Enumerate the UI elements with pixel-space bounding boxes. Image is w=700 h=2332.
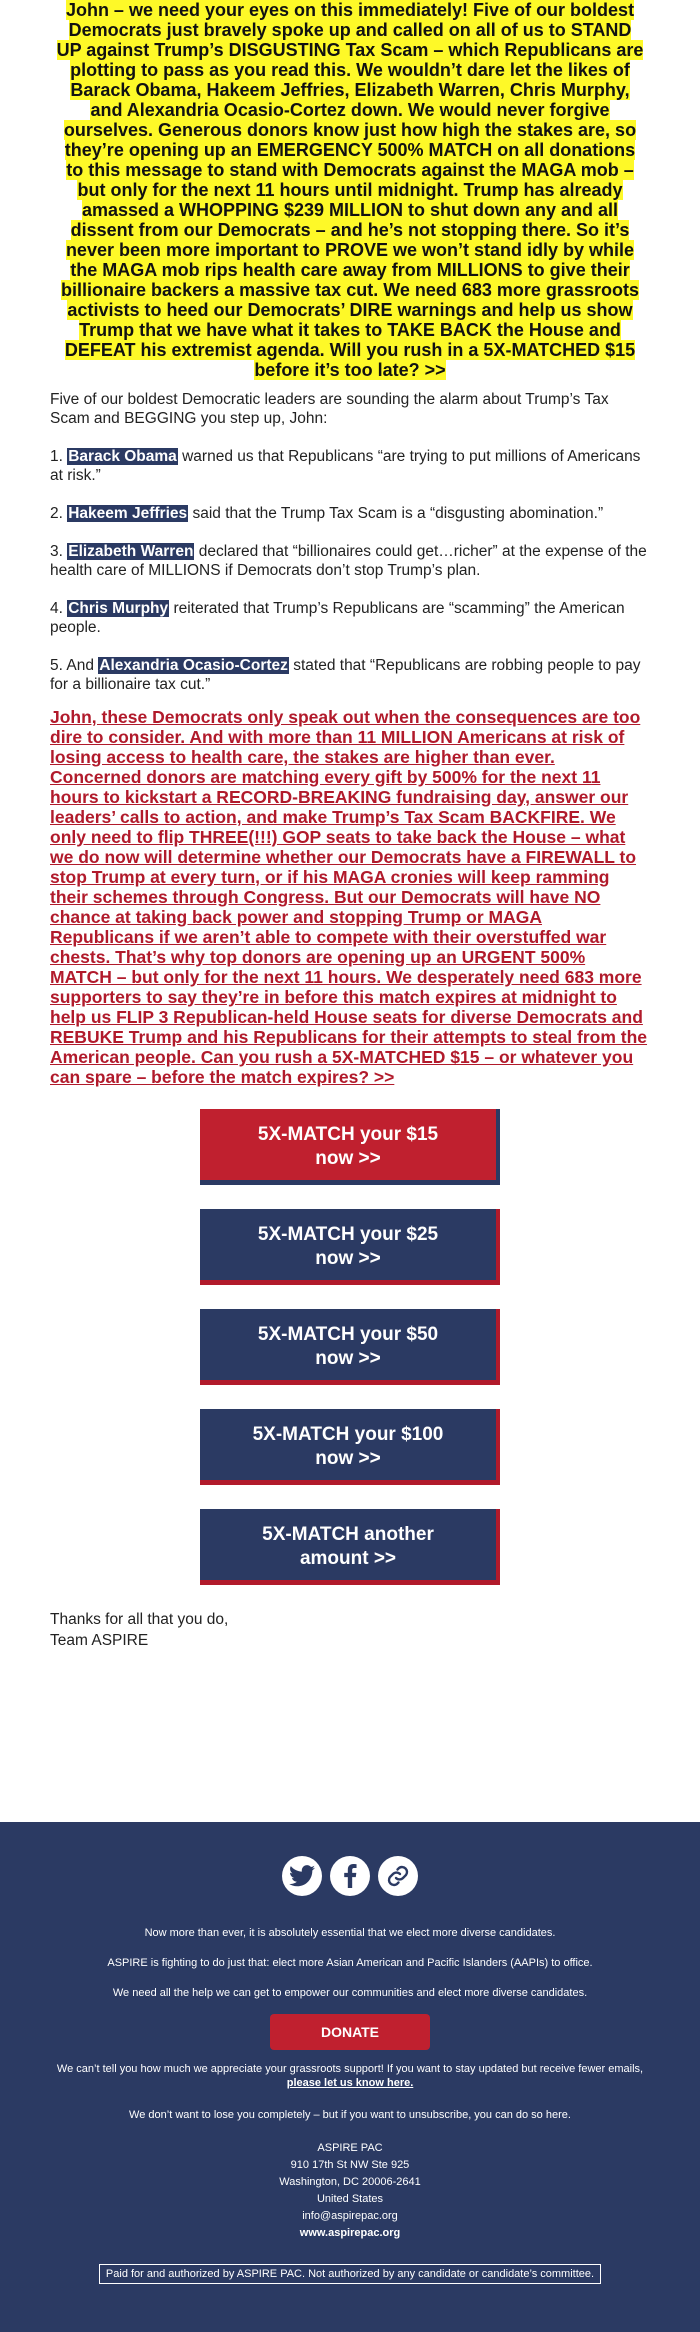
address-block: ASPIRE PAC 910 17th St NW Ste 925 Washington, DC 20006-2641 United States info@aspirepac.org www.aspirepac.org — [0, 2140, 700, 2242]
intro-paragraph: Five of our boldest Democratic leaders are sounding the alarm about Trump’s Tax Scam and BEGGING you step up, John: — [50, 391, 609, 427]
email-preferences-link[interactable]: please let us know here. — [286, 2077, 414, 2089]
list-item: 2. Hakeem Jeffries said that the Trump Tax Scam is a “disgusting abomination.” — [50, 505, 604, 522]
donate-other-button[interactable]: 5X-MATCH another amount >> — [200, 1509, 500, 1585]
leader-name: Hakeem Jeffries — [68, 505, 188, 522]
footer-text: ASPIRE is fighting to do just that: elect more Asian American and Pacific Islanders (AAPIs) to office. — [107, 1957, 593, 1969]
facebook-icon[interactable] — [330, 1856, 370, 1896]
appeal-link[interactable]: John, these Democrats only speak out when the consequences are too dire to consider. And with more than 11 MILLION Americans at risk of losing access to health care, the stakes are higher than ever. Concerned donors are matching every gift by 500% for the next 11 hours to kickstart a RECORD-BREAKING fundraising day, answer our leaders’ calls to action, and make Trump’s Tax Scam BACKFIRE. We only need to flip THREE(!!!) GOP seats to take back the House – what we do now will determine whether our Democrats have a FIREWALL to stop Trump at every turn, or if his MAGA cronies will keep ramming their schemes through Congress. But our Democrats will have NO chance at taking back power and stopping Trump or MAGA Republicans if we aren’t able to compete with their overstuffed war chests. That’s why top donors are opening up an URGENT 500% MATCH – but only for the next 11 hours. We desperately need 683 more supporters to say they’re in before this match expires at midnight to help us FLIP 3 Republican-held House seats for diverse Democrats and REBUKE Trump and his Republicans for their attempts to steal from the American people. Can you rush a 5X-MATCHED $15 – or whatever you can spare – before the match expires? >> — [50, 707, 648, 1087]
footer-text: We can’t tell you how much we appreciate your grassroots support! If you want to stay updated but receive fewer emails, please let us know here. — [56, 2063, 644, 2089]
link-icon[interactable] — [378, 1856, 418, 1896]
social-links — [0, 1856, 700, 1896]
list-item: 5. And Alexandria Ocasio-Cortez stated that “Republicans are robbing people to pay for a billionaire tax cut.” — [50, 657, 641, 693]
footer-text: We need all the help we can get to empower our communities and elect more diverse candidates. — [112, 1987, 588, 1999]
list-item: 4. Chris Murphy reiterated that Trump’s Republicans are “scamming” the American people. — [50, 600, 625, 636]
headline-text[interactable]: John – we need your eyes on this immediately! Five of our boldest Democrats just bravely spoke up and called on all of us to STAND UP against Trump’s DISGUSTING Tax Scam – which Republicans are plotting to pass as you read this. We wouldn’t dare let the likes of Barack Obama, Hakeem Jeffries, Elizabeth Warren, Chris Murphy, and Alexandria Ocasio-Cortez down. We would never forgive ourselves. Generous donors know just how high the stakes are, so they’re opening up an EMERGENCY 500% MATCH on all donations to this message to stand with Democrats against the MAGA mob – but only for the next 11 hours until midnight. Trump has already amassed a WHOPPING $239 MILLION to shut down any and all dissent from our Democrats – and he’s not stopping there. So it’s never been more important to PROVE we won’t stand idly by while the MAGA mob rips health care away from MILLIONS to give their billionaire backers a massive tax cut. We need 683 more grassroots activists to heed our Democrats’ DIRE warnings and help us show Trump that we have what it takes to TAKE BACK the House and DEFEAT his extremist agenda. Will you rush in a 5X-MATCHED $15 before it’s too late? >> — [56, 0, 644, 380]
donate-100-button[interactable]: 5X-MATCH your $100 now >> — [200, 1409, 500, 1485]
donate-15-button[interactable]: 5X-MATCH your $15 now >> — [200, 1109, 500, 1185]
signoff: Thanks for all that you do, Team ASPIRE — [50, 1611, 229, 1649]
donate-50-button[interactable]: 5X-MATCH your $50 now >> — [200, 1309, 500, 1385]
leader-name: Elizabeth Warren — [68, 543, 194, 560]
body-text — [50, 390, 650, 1087]
headline-block — [50, 0, 650, 380]
donate-button[interactable]: DONATE — [270, 2014, 430, 2050]
unsubscribe-text[interactable]: We don’t want to lose you completely – but if you want to unsubscribe, you can do so here. — [129, 2109, 571, 2121]
website-link[interactable]: www.aspirepac.org — [299, 2227, 401, 2239]
donation-buttons — [50, 1109, 650, 1585]
paid-for-disclaimer: Paid for and authorized by ASPIRE PAC. Not authorized by any candidate or candidate’s committee. — [99, 2264, 601, 2284]
list-item: 1. Barack Obama warned us that Republicans “are trying to put millions of Americans at risk.” — [50, 448, 641, 484]
footer — [0, 1822, 700, 2332]
leader-name: Alexandria Ocasio-Cortez — [99, 657, 288, 674]
list-item: 3. Elizabeth Warren declared that “billionaires could get…richer” at the expense of the health care of MILLIONS if Democrats don’t stop Trump’s plan. — [50, 543, 647, 579]
donate-25-button[interactable]: 5X-MATCH your $25 now >> — [200, 1209, 500, 1285]
leader-name: Barack Obama — [68, 448, 177, 465]
twitter-icon[interactable] — [282, 1856, 322, 1896]
footer-text: Now more than ever, it is absolutely essential that we elect more diverse candidates. — [144, 1927, 556, 1939]
email-content — [50, 0, 650, 1651]
email-link[interactable]: info@aspirepac.org — [302, 2210, 398, 2222]
leader-name: Chris Murphy — [68, 600, 169, 617]
